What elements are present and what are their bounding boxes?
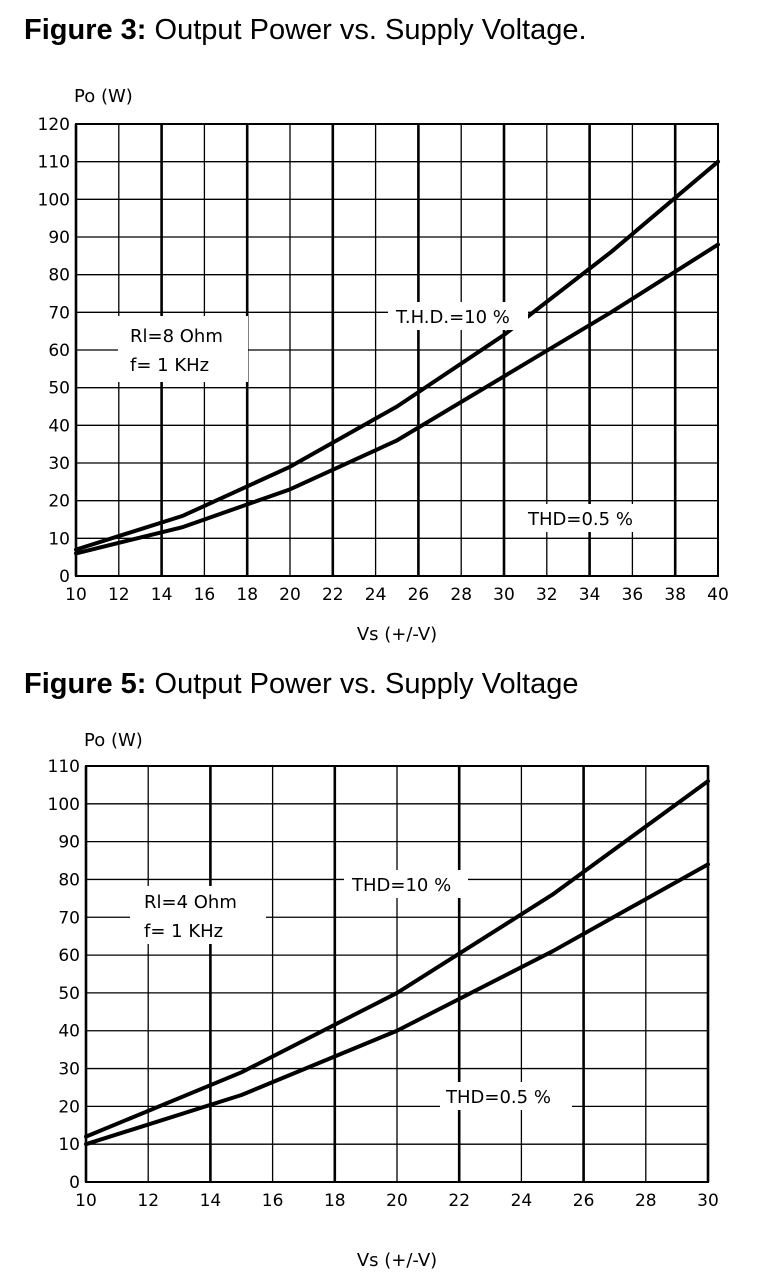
figure-5-chart	[0, 720, 781, 1280]
fig3-x-tick-label: 16	[193, 585, 216, 605]
fig5-y-tick-label: 90	[58, 832, 80, 853]
fig3-x-tick-label: 30	[493, 585, 515, 605]
fig5-y-tick-label: 100	[47, 794, 80, 815]
fig3-x-tick-label: 26	[407, 585, 430, 605]
fig5-x-tick-label: 20	[386, 1191, 408, 1211]
fig5-x-tick-label: 16	[261, 1191, 284, 1211]
fig3-y-tick-label: 50	[48, 378, 70, 399]
fig3-y-tick-label: 20	[48, 491, 70, 512]
fig3-y-tick-label: 30	[48, 454, 70, 474]
fig3-x-tick-label: 18	[236, 585, 259, 605]
fig5-y-tick-label: 20	[58, 1097, 80, 1118]
fig5-annotation: f= 1 KHz	[144, 921, 224, 942]
fig5-x-axis-label: Vs (+/-V)	[356, 1250, 438, 1271]
fig3-x-tick-label: 32	[535, 585, 558, 605]
fig3-y-tick-label: 60	[48, 341, 70, 361]
figure-5-text: Output Power vs. Supply Voltage	[146, 668, 579, 700]
fig5-y-tick-label: 110	[47, 757, 80, 777]
fig3-x-tick-label: 24	[364, 585, 387, 605]
fig3-x-tick-label: 22	[321, 585, 344, 605]
fig3-series-label: T.H.D.=10 %	[396, 307, 510, 328]
fig5-x-tick-label: 30	[697, 1191, 719, 1211]
figure-3-title	[24, 14, 587, 47]
figure-3-text: Output Power vs. Supply Voltage.	[146, 14, 587, 46]
fig5-y-tick-label: 70	[58, 908, 80, 929]
figure-5-label: Figure 5:	[24, 668, 147, 700]
fig5-y-tick-label: 50	[58, 983, 80, 1004]
fig3-x-tick-label: 40	[707, 585, 729, 605]
fig3-annotation: Rl=8 Ohm	[130, 326, 223, 347]
fig3-x-axis-label: Vs (+/-V)	[356, 624, 438, 645]
fig5-x-tick-label: 22	[448, 1191, 471, 1211]
fig3-y-tick-label: 40	[48, 416, 70, 437]
fig5-y-tick-label: 60	[58, 946, 80, 967]
fig3-y-tick-label: 80	[48, 265, 70, 286]
fig3-x-tick-label: 28	[450, 585, 473, 605]
fig3-x-tick-label: 10	[65, 585, 87, 605]
fig5-y-tick-label: 0	[69, 1173, 80, 1193]
fig5-y-tick-label: 30	[58, 1059, 80, 1080]
fig5-x-tick-label: 14	[199, 1191, 222, 1211]
fig3-x-tick-label: 36	[621, 585, 644, 605]
fig3-x-tick-label: 38	[664, 585, 687, 605]
figure-3-chart	[0, 80, 781, 655]
fig3-y-tick-label: 70	[48, 303, 70, 324]
fig5-x-tick-label: 26	[572, 1191, 595, 1211]
fig5-y-tick-label: 10	[58, 1135, 80, 1156]
figure-5-title	[24, 668, 579, 701]
fig3-y-tick-label: 110	[37, 152, 70, 173]
fig3-y-tick-label: 0	[59, 567, 70, 587]
fig3-y-tick-label: 120	[37, 115, 70, 135]
fig5-grid	[86, 766, 708, 1182]
fig5-x-tick-label: 24	[510, 1191, 533, 1211]
fig3-x-tick-label: 20	[279, 585, 301, 605]
fig5-y-tick-label: 80	[58, 870, 80, 891]
fig5-series-label: THD=10 %	[352, 875, 452, 896]
fig5-annotation: Rl=4 Ohm	[144, 892, 237, 913]
fig3-y-tick-label: 90	[48, 228, 70, 248]
fig5-y-axis-label: Po (W)	[84, 730, 143, 751]
fig3-x-tick-label: 34	[578, 585, 601, 605]
fig3-y-tick-label: 100	[37, 190, 70, 211]
fig5-x-tick-label: 28	[634, 1191, 657, 1211]
fig5-x-tick-label: 10	[75, 1191, 97, 1211]
fig3-x-tick-label: 14	[150, 585, 173, 605]
fig3-annotation: f= 1 KHz	[130, 355, 210, 376]
fig3-y-axis-label: Po (W)	[74, 86, 133, 107]
fig3-y-tick-label: 10	[48, 529, 70, 550]
figure-3-label: Figure 3:	[24, 14, 147, 46]
fig3-series-label: THD=0.5 %	[528, 509, 633, 530]
fig3-x-tick-label: 12	[107, 585, 130, 605]
fig5-y-tick-label: 40	[58, 1021, 80, 1042]
fig5-x-tick-label: 18	[323, 1191, 346, 1211]
fig5-series-label: THD=0.5 %	[446, 1087, 551, 1108]
fig5-x-tick-label: 12	[137, 1191, 160, 1211]
